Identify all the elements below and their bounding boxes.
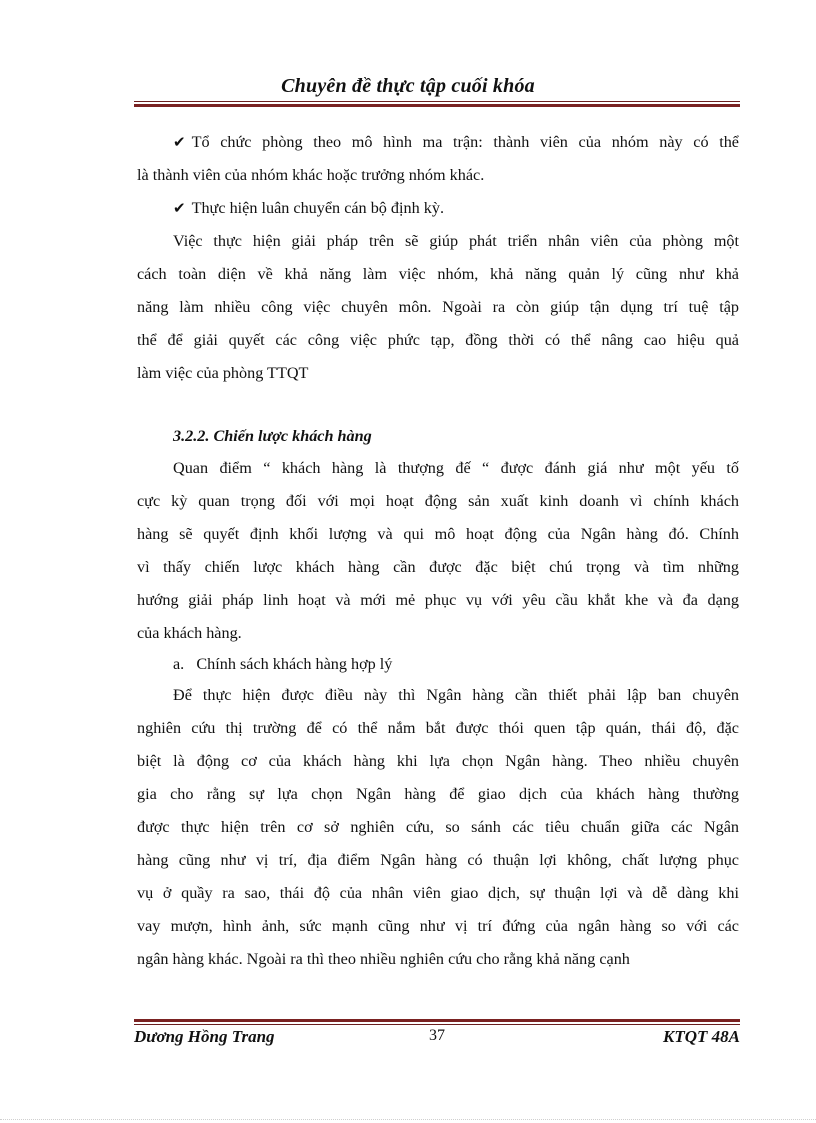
footer-rule-thin — [134, 1024, 740, 1025]
paragraph-line: biệt là động cơ của khách hàng khi lựa chọn Ngân hàng. Theo nhiều chuyên — [137, 752, 739, 770]
footer-rule — [134, 1019, 740, 1025]
paragraph-line: Để thực hiện được điều này thì Ngân hàng cần thiết phải lập ban chuyên — [173, 686, 739, 704]
paragraph-line: Quan điểm “ khách hàng là thượng đế “ được đánh giá như một yếu tố — [173, 459, 739, 477]
header-rule — [134, 101, 740, 107]
bullet-item-1: ✔ Tổ chức phòng theo mô hình ma trận: thành viên của nhóm này có thể — [173, 133, 739, 151]
header-rule-thick — [134, 104, 740, 107]
paragraph-line: vụ ở quầy ra sao, thái độ của nhân viên giao dịch, sự thuận lợi và dễ dàng khi — [137, 884, 739, 902]
paragraph-line: năng làm nhiều công việc chuyên môn. Ngoài ra còn giúp tận dụng trí tuệ tập — [137, 298, 739, 316]
paragraph-line: thể để giải quyết các công việc phức tạp, đồng thời có thể nâng cao hiệu quả — [137, 331, 739, 349]
checkmark-icon: ✔ — [173, 133, 186, 151]
paragraph-line: vì thấy chiến lược khách hàng cần được đặc biệt chú trọng và tìm những — [137, 558, 739, 576]
paragraph-line: Việc thực hiện giải pháp trên sẽ giúp phát triển nhân viên của phòng một — [173, 232, 739, 250]
paragraph-line: ngân hàng khác. Ngoài ra thì theo nhiều nghiên cứu cho rằng khả năng cạnh — [137, 950, 630, 968]
checkmark-icon: ✔ — [173, 199, 186, 217]
header-rule-thin — [134, 101, 740, 102]
page-footer — [134, 1027, 740, 1051]
paragraph-line: hướng giải pháp linh hoạt và mới mẻ phục vụ với yêu cầu khắt khe và đa dạng — [137, 591, 739, 609]
paragraph-line: hàng cũng như vị trí, địa điểm Ngân hàng có thuận lợi không, chất lượng phục — [137, 851, 739, 869]
paragraph-line: cực kỳ quan trọng đối với mọi hoạt động sản xuất kinh doanh vì chính khách — [137, 492, 739, 510]
paragraph-line: vay mượn, hình ảnh, sức mạnh cũng như vị trí đứng của ngân hàng so với các — [137, 917, 739, 935]
footer-rule-thick — [134, 1019, 740, 1022]
footer-author: Dương Hồng Trang — [134, 1027, 275, 1046]
paragraph-line: hàng sẽ quyết định khối lượng và qui mô hoạt động của Ngân hàng đó. Chính — [137, 525, 739, 543]
sub-heading: a. Chính sách khách hàng hợp lý — [173, 655, 393, 673]
paragraph-line: của khách hàng. — [137, 624, 242, 642]
page-edge-divider — [0, 1119, 816, 1121]
paragraph-line: gia cho rằng sự lựa chọn Ngân hàng để giao dịch của khách hàng thường — [137, 785, 739, 803]
footer-class-code: KTQT 48A — [663, 1027, 740, 1046]
section-heading: 3.2.2. Chiến lược khách hàng — [173, 427, 372, 445]
paragraph-line: cách toàn diện về khả năng làm việc nhóm, khả năng quản lý cũng như khả — [137, 265, 739, 283]
paragraph-line: được thực hiện trên cơ sở nghiên cứu, so sánh các tiêu chuẩn giữa các Ngân — [137, 818, 739, 836]
page-header-title: Chuyên đề thực tập cuối khóa — [281, 75, 535, 97]
paragraph-line: làm việc của phòng TTQT — [137, 364, 309, 382]
paragraph-line: là thành viên của nhóm khác hoặc trưởng nhóm khác. — [137, 166, 485, 184]
footer-page-number: 37 — [429, 1027, 445, 1044]
paragraph-line: nghiên cứu thị trường để có thể nắm bắt được thói quen tập quán, thái độ, đặc — [137, 719, 739, 737]
bullet-item-2: ✔ Thực hiện luân chuyển cán bộ định kỳ. — [173, 199, 444, 217]
